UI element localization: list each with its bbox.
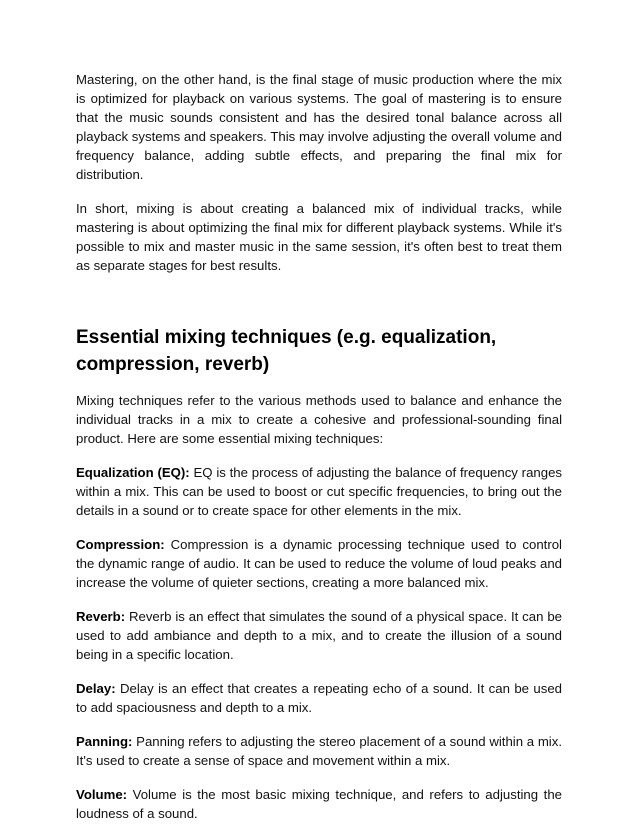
technique-text: Panning refers to adjusting the stereo placement of a sound within a mix. It's used to create a sense of space and movement within a mix. (76, 734, 562, 768)
summary-paragraph: In short, mixing is about creating a balanced mix of individual tracks, while mastering is about optimizing the final mix for different playback systems. While it's possible to mix and master music in the same session, it's often best to treat them as separate stages for best results. (76, 201, 562, 273)
technique-term: Panning: (76, 734, 133, 749)
technique-paragraph-panning (76, 732, 562, 770)
document-page (76, 70, 562, 823)
technique-paragraph-compression (76, 535, 562, 592)
technique-text: EQ is the process of adjusting the balance of frequency ranges within a mix. This can be used to boost or cut specific frequencies, to bring out the details in a sound or to create space for other elements in the mix. (76, 465, 562, 518)
mixing-techniques-section (76, 324, 562, 823)
technique-term: Volume: (76, 787, 128, 802)
technique-text: Volume is the most basic mixing technique, and refers to adjusting the loudness of a sound. (76, 787, 562, 821)
technique-text: Reverb is an effect that simulates the sound of a physical space. It can be used to add ambiance and depth to a mix, and to create the illusion of a sound being in a specific location. (76, 609, 562, 662)
technique-paragraph-eq (76, 463, 562, 520)
technique-term: Equalization (EQ): (76, 465, 190, 480)
technique-term: Reverb: (76, 609, 126, 624)
technique-paragraph-volume (76, 785, 562, 823)
mastering-paragraph: Mastering, on the other hand, is the final stage of music production where the mix is optimized for playback on various systems. The goal of mastering is to ensure that the music sounds consistent and has the desired tonal balance across all playback systems and speakers. This may involve adjusting the overall volume and frequency balance, adding subtle effects, and preparing the final mix for distribution. (76, 72, 562, 182)
technique-text: Compression is a dynamic processing technique used to control the dynamic range of audio. It can be used to reduce the volume of loud peaks and increase the volume of quieter sections, creating a more balanced mix. (76, 537, 562, 590)
section-intro-paragraph: Mixing techniques refer to the various methods used to balance and enhance the individual tracks in a mix to create a cohesive and professional-sounding final product. Here are some essential mixing techniques: (76, 393, 562, 446)
section-heading: Essential mixing techniques (e.g. equalization, compression, reverb) (76, 327, 497, 375)
technique-term: Delay: (76, 681, 116, 696)
technique-paragraph-delay (76, 679, 562, 717)
technique-paragraph-reverb (76, 607, 562, 664)
technique-term: Compression: (76, 537, 165, 552)
technique-text: Delay is an effect that creates a repeating echo of a sound. It can be used to add spaciousness and depth to a mix. (76, 681, 562, 715)
